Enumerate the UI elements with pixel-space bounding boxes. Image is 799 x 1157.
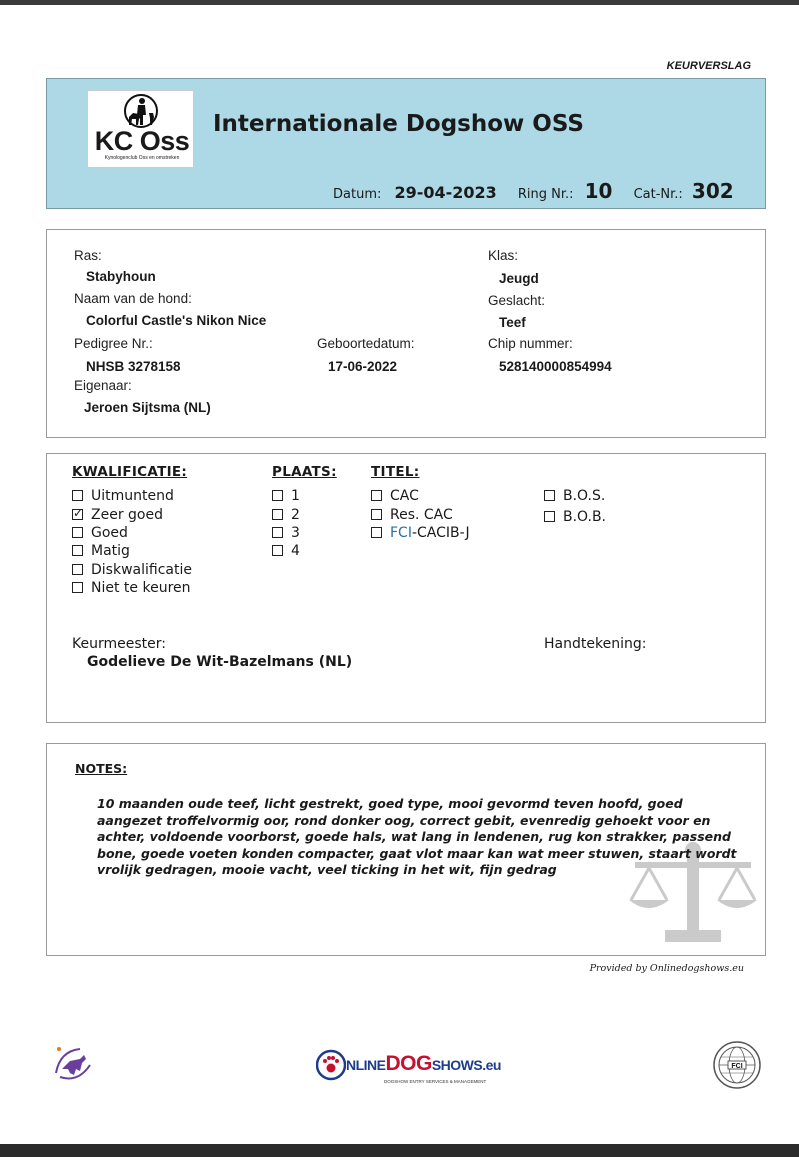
cacib-label: -CACIB-J	[411, 525, 470, 541]
judging-box	[46, 453, 766, 723]
title-option[interactable]	[371, 488, 419, 504]
dog-name-value: Colorful Castle's Nikon Nice	[86, 313, 267, 328]
checkbox[interactable]	[371, 527, 382, 538]
checkbox[interactable]	[544, 511, 555, 522]
dog-info-box	[46, 229, 766, 438]
qualification-option[interactable]	[72, 562, 192, 578]
birthdate-label: Geboortedatum:	[317, 336, 415, 351]
qualification-option[interactable]	[72, 580, 191, 596]
title-heading: TITEL:	[371, 464, 420, 480]
fci-logo	[712, 1040, 762, 1094]
class-label: Klas:	[488, 248, 519, 263]
checkbox[interactable]	[272, 527, 283, 538]
notes-box	[46, 743, 766, 956]
ring-label: Ring Nr.:	[517, 187, 574, 202]
chip-label: Chip nummer:	[488, 336, 573, 351]
checkbox[interactable]	[72, 564, 83, 575]
title-label: CAC	[390, 488, 419, 504]
fci-logo-text: FCI	[731, 1063, 743, 1070]
breed-value: Stabyhoun	[86, 269, 156, 284]
checkbox[interactable]	[272, 509, 283, 520]
show-meta	[333, 179, 734, 203]
report-label: KEURVERSLAG	[666, 60, 751, 72]
option-label: Zeer goed	[91, 507, 163, 523]
fci-prefix: FCI	[390, 525, 412, 541]
onlinedogshows-logo	[316, 1048, 501, 1088]
checkbox[interactable]	[544, 490, 555, 501]
place-label: 1	[291, 488, 300, 504]
show-header	[46, 78, 766, 209]
paw-icon	[316, 1048, 346, 1082]
place-label: 3	[291, 525, 300, 541]
checkbox[interactable]	[72, 545, 83, 556]
dog-name-label: Naam van de hond:	[74, 291, 192, 306]
cat-label: Cat-Nr.:	[633, 187, 683, 202]
qualification-heading: KWALIFICATIE:	[72, 464, 188, 480]
signature-label: Handtekening:	[544, 636, 647, 652]
owner-value: Jeroen Sijtsma (NL)	[84, 400, 211, 415]
provided-by-text: Provided by Onlinedogshows.eu	[589, 963, 744, 974]
fci-globe-icon	[712, 1040, 762, 1090]
shows-word: SHOWS	[431, 1057, 483, 1073]
judge-label: Keurmeester:	[72, 636, 166, 652]
checkbox[interactable]	[272, 490, 283, 501]
onlinedogshows-tagline: DOGSHOW ENTRY SERVICES & MANAGEMENT	[384, 1079, 487, 1084]
top-bar	[0, 0, 799, 5]
place-label: 4	[291, 543, 300, 559]
place-option[interactable]	[272, 507, 300, 523]
pedigree-label: Pedigree Nr.:	[74, 336, 153, 351]
bob-label: B.O.B.	[563, 509, 607, 525]
dog-word: DOG	[385, 1052, 432, 1075]
checkbox[interactable]	[72, 582, 83, 593]
owner-label: Eigenaar:	[74, 378, 132, 393]
title-option[interactable]	[371, 507, 453, 523]
place-heading: PLAATS:	[272, 464, 337, 480]
place-option[interactable]	[272, 488, 300, 504]
class-value: Jeugd	[499, 271, 539, 286]
chip-value: 528140000854994	[499, 359, 612, 374]
place-label: 2	[291, 507, 300, 523]
logo-text: KC Oss	[94, 126, 190, 156]
date-value: 29-04-2023	[394, 183, 497, 202]
place-option[interactable]	[272, 525, 300, 541]
qualification-option[interactable]	[72, 507, 163, 523]
option-label: Uitmuntend	[91, 488, 174, 504]
title-label: Res. CAC	[390, 507, 453, 523]
checkbox[interactable]	[371, 490, 382, 501]
title-option[interactable]	[544, 488, 605, 504]
qualification-option[interactable]	[72, 543, 130, 559]
notes-heading: NOTES:	[75, 761, 128, 776]
checkbox[interactable]	[371, 509, 382, 520]
date-label: Datum:	[333, 187, 382, 202]
checkbox[interactable]	[72, 490, 83, 501]
bos-label: B.O.S.	[563, 488, 606, 504]
kc-oss-logo	[87, 90, 194, 168]
checkbox[interactable]	[72, 527, 83, 538]
show-title: Internationale Dogshow OSS	[213, 111, 584, 137]
birthdate-value: 17-06-2022	[328, 359, 398, 374]
bottom-bar	[0, 1144, 799, 1157]
notes-text: 10 maanden oude teef, licht gestrekt, goed type, mooi gevormd teven hoofd, goed aangezet troffelvormig oor, rond donker oog, correct gebit, evenredig gehoekt voor en achter, voldoende voorborst, goede hals, wat lang in lendenen, rug kon strakker, passend bone, goede voeten konden compacter, gaat vlot maar kan wat meer stuwen, staart wordt vrolijk gedragen, mooie vacht, veel ticking in het wit, fijn gedrag	[97, 796, 737, 877]
logo-subtitle: Kynologenclub Oss en omstreken	[104, 155, 180, 161]
ring-value: 10	[584, 179, 613, 203]
option-label: Niet te keuren	[91, 580, 191, 596]
onlinedogshows-wordmark	[346, 1052, 501, 1076]
sex-label: Geslacht:	[488, 293, 546, 308]
dog-jumping-icon	[50, 1043, 94, 1085]
breed-label: Ras:	[74, 248, 102, 263]
qualification-option[interactable]	[72, 525, 128, 541]
qualification-option[interactable]	[72, 488, 174, 504]
title-option[interactable]	[544, 509, 606, 525]
checkbox[interactable]	[272, 545, 283, 556]
checkbox-checked[interactable]	[72, 509, 83, 520]
title-option[interactable]	[371, 525, 470, 541]
judge-value: Godelieve De Wit-Bazelmans (NL)	[87, 654, 353, 670]
option-label: Diskwalificatie	[91, 562, 192, 578]
option-label: Matig	[91, 543, 130, 559]
sex-value: Teef	[499, 315, 526, 330]
cat-value: 302	[691, 179, 734, 203]
domain-suffix: .eu	[482, 1057, 501, 1073]
place-option[interactable]	[272, 543, 300, 559]
option-label: Goed	[91, 525, 128, 541]
dog-agility-logo	[50, 1043, 94, 1089]
pedigree-value: NHSB 3278158	[86, 359, 181, 374]
online-word: NLINE	[346, 1057, 386, 1073]
dog-handler-icon	[121, 93, 161, 129]
